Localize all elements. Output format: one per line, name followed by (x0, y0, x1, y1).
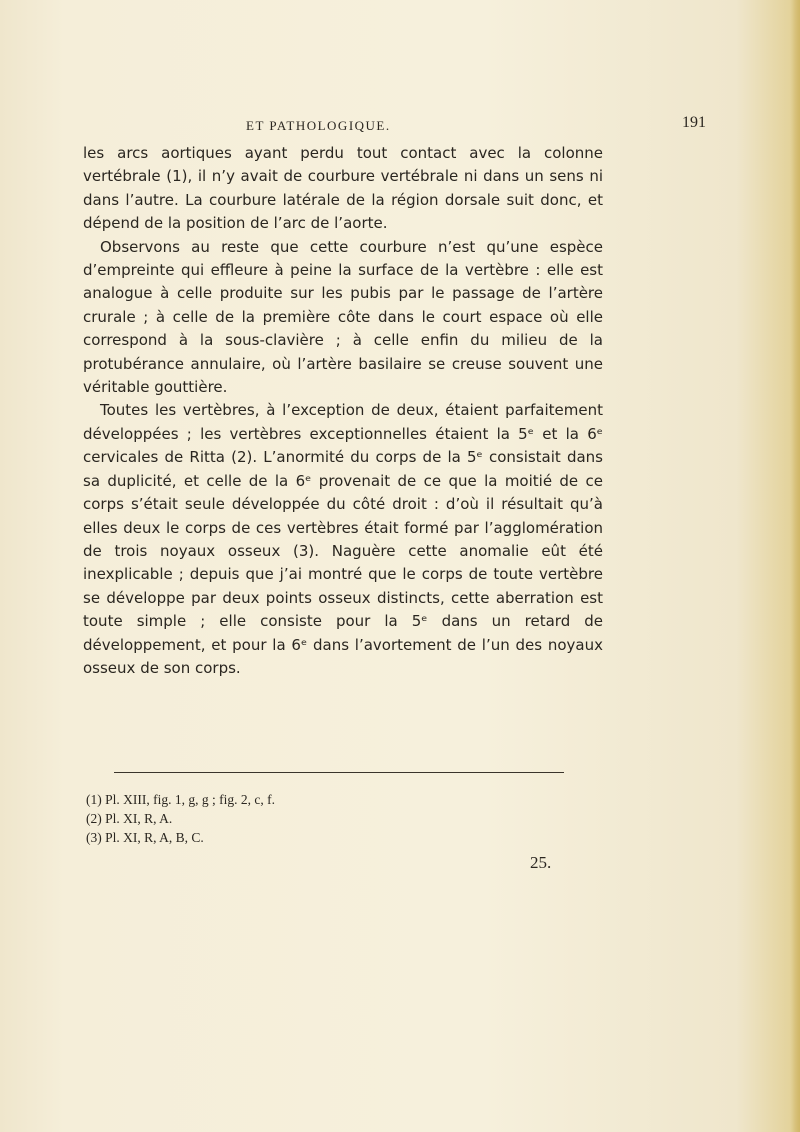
main-text (83, 142, 603, 680)
running-title: ET PATHOLOGIQUE. (246, 118, 391, 133)
page-edge-shadow (790, 0, 800, 1132)
paragraph: les arcs aortiques ayant perdu tout contact avec la colonne vertébrale (1), il n’y avait de courbure vertébrale ni dans un sens ni dans l’autre. La courbure latérale de la région dorsale suit donc, et dépend de la position de l’arc de l’aorte. (83, 144, 603, 233)
paragraph: Toutes les vertèbres, à l’exception de deux, étaient parfaitement développées ; les vertèbres exceptionnelles étaient la 5ᵉ et la 6ᵉ cervicales de Ritta (2). L’anormité du corps de la 5ᵉ consistait dans sa duplicité, et celle de la 6ᵉ provenait de ce que la moitié de ce corps s’était seule développée du côté droit : d’où il résultait qu’à elles deux le corps de ces vertèbres était formé par l’agglomération de trois noyaux osseux (3). Naguère cette anomalie eût été inexplicable ; depuis que j’ai montré que le corps de toute vertèbre se développe par deux points osseux distincts, cette aberration est toute simple ; elle consiste pour la 5ᵉ dans un retard de développement, et pour la 6ᵉ dans l’avortement de l’un des noyaux osseux de son corps. (83, 401, 603, 677)
footnote-2: (2) Pl. XI, R, A. (86, 811, 173, 826)
footnote-1: (1) Pl. XIII, fig. 1, g, g ; fig. 2, c, f. (86, 792, 275, 807)
page-header (246, 114, 706, 138)
footnote-separator (114, 772, 564, 773)
footnote-3: (3) Pl. XI, R, A, B, C. (86, 830, 204, 845)
paragraph: Observons au reste que cette courbure n’est qu’une espèce d’empreinte qui effleure à peine la surface de la vertèbre : elle est analogue à celle produite sur les pubis par le passage de l’artère crurale ; à celle de la première côte dans le court espace où elle correspond à la sous-clavière ; à celle enfin du milieu de la protubérance annulaire, où l’artère basilaire se creuse souvent une véritable gouttière. (83, 237, 603, 397)
footnotes (86, 790, 606, 847)
signature-mark: 25. (530, 853, 552, 872)
page-number: 191 (682, 114, 706, 131)
